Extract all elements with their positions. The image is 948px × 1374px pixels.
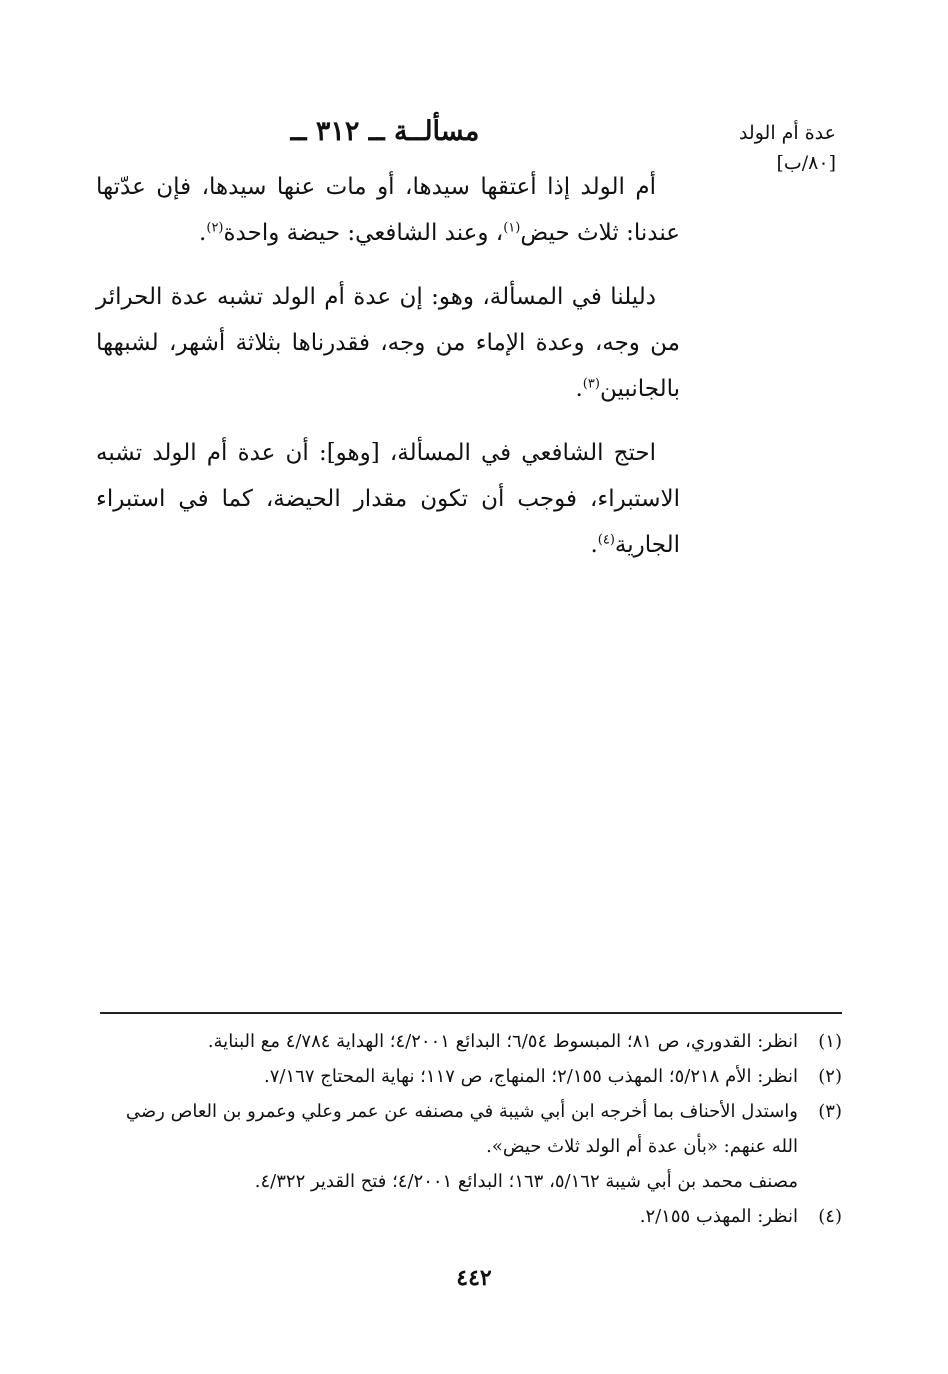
footnote-number: (١): [818, 1031, 842, 1052]
paragraph-text: دليلنا في المسألة، وهو: إن عدة أم الولد تشبه عدة الحرائر من وجه، وعدة الإماء من وجه، فقدرناها بثلاثة أشهر، لشبهها بالجانبين: [96, 284, 680, 402]
page-number: ٤٤٢: [456, 1265, 492, 1291]
manuscript-folio-ref: [٨٠/ب]: [776, 152, 836, 174]
paragraph-text: أم الولد إذا أعتقها سيدها، أو مات عنها سيدها، فإن عدّتها عندنا: ثلاث حيض: [96, 174, 680, 246]
footnotes: [100, 1024, 842, 1234]
margin-note: [726, 118, 836, 178]
footnote-text: انظر: الأم ٥/٢١٨؛ المهذب ٢/١٥٥؛ المنهاج، ص ١١٧؛ نهاية المحتاج ٧/١٦٧.: [264, 1066, 798, 1087]
footnote-number: (٢): [818, 1066, 842, 1087]
footnote-ref: (١): [503, 220, 521, 236]
footnote-number: (٣): [818, 1101, 842, 1122]
paragraph-text: ، وعند الشافعي: حيضة واحدة: [223, 220, 504, 246]
footnote-2: [100, 1059, 842, 1094]
footnote-1: [100, 1024, 842, 1059]
footnote-text: واستدل الأحناف بما أخرجه ابن أبي شيبة في مصنفه عن عمر وعلي وعمرو بن العاص رضي الله عنهم: «بأن عدة أم الولد ثلاث حيض».: [125, 1101, 798, 1157]
margin-topic: عدة أم الولد: [738, 122, 836, 144]
paragraph-text: .: [575, 376, 583, 402]
main-text: [96, 164, 680, 586]
footnote-text: انظر: القدوري، ص ٨١؛ المبسوط ٦/٥٤؛ البدائع ٤/٢٠٠١؛ الهداية ٤/٧٨٤ مع البناية.: [207, 1031, 798, 1052]
page-title: مسألــة ــ ٣١٢ ــ: [290, 116, 480, 147]
paragraph-text: .: [590, 532, 598, 558]
paragraph-2: [96, 274, 680, 412]
footnote-3-continuation: مصنف محمد بن أبي شيبة ٥/١٦٢، ١٦٣؛ البدائع ٤/٢٠٠١؛ فتح القدير ٤/٣٢٢.: [254, 1171, 798, 1192]
paragraph-text: احتج الشافعي في المسألة، [وهو]: أن عدة أم الولد تشبه الاستبراء، فوجب أن تكون مقدار الحيضة، كما في استبراء الجارية: [96, 440, 680, 558]
footnote-separator: [100, 1012, 842, 1014]
footnote-ref: (٤): [597, 532, 615, 548]
footnote-text: انظر: المهذب ٢/١٥٥.: [639, 1206, 798, 1227]
paragraph-text: .: [199, 220, 207, 246]
footnote-4: [100, 1199, 842, 1234]
footnote-ref: (٣): [582, 376, 600, 392]
footnote-number: (٤): [818, 1206, 842, 1227]
paragraph-1: [96, 164, 680, 256]
footnote-ref: (٢): [206, 220, 224, 236]
footnote-3: [100, 1094, 842, 1164]
paragraph-3: [96, 430, 680, 568]
